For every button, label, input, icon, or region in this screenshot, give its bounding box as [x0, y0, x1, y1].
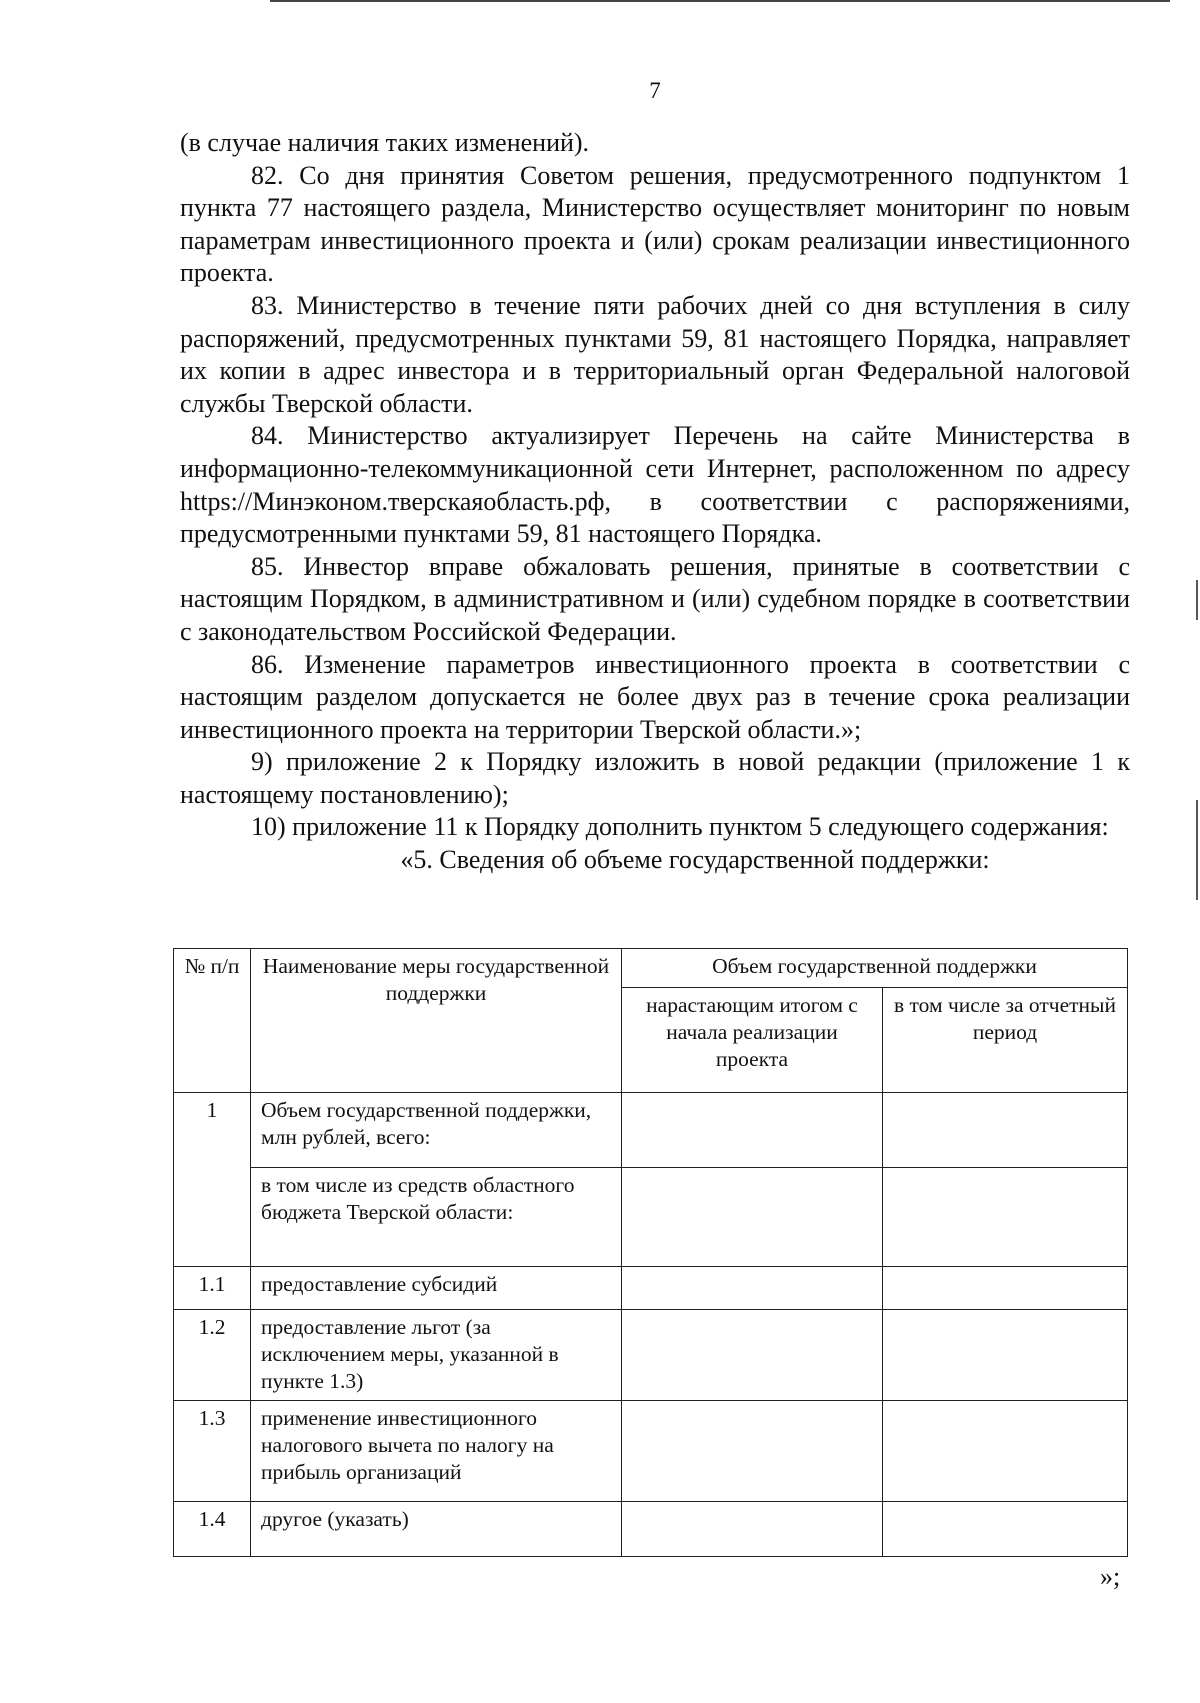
row-number: 1.1 — [174, 1267, 251, 1310]
header-cumulative: нарастающим итогом с начала реализации проекта — [622, 988, 883, 1093]
row-measure-name: другое (указать) — [251, 1502, 622, 1557]
row-measure-name: предоставление субсидий — [251, 1267, 622, 1310]
header-number: № п/п — [174, 949, 251, 1093]
table-row — [174, 1168, 1128, 1267]
row-measure-name: предоставление льгот (за исключением меры, указанной в пункте 1.3) — [251, 1310, 622, 1401]
row-period-value — [883, 1502, 1128, 1557]
row-measure-name: применение инвестиционного налогового вычета по налогу на прибыль организаций — [251, 1401, 622, 1502]
paragraph-item-85: 85. Инвестор вправе обжаловать решения, принятые в соответствии с настоящим Порядком, в административном и (или) судебном порядке в соответствии с законодательством Российской Федерации. — [180, 551, 1130, 646]
support-volume-table — [173, 948, 1128, 1557]
page-number: 7 — [649, 78, 661, 103]
row-number: 1.4 — [174, 1502, 251, 1557]
row-period-value — [883, 1267, 1128, 1310]
row-number: 1.2 — [174, 1310, 251, 1401]
paragraph-item-82: 82. Со дня принятия Советом решения, предусмотренного подпунктом 1 пункта 77 настоящего раздела, Министерство осуществляет мониторинг по новым параметрам инвестиционного проекта и (или) срокам реализации инвестиционного проекта. — [180, 160, 1130, 288]
table-row — [174, 1267, 1128, 1310]
header-reporting-period: в том числе за отчетный период — [883, 988, 1128, 1093]
header-support-volume: Объем государственной поддержки — [622, 949, 1128, 988]
table-row — [174, 1093, 1128, 1168]
closing-quote-mark: »; — [1100, 1562, 1121, 1591]
row-cumulative-value — [622, 1168, 883, 1267]
row-cumulative-value — [622, 1401, 883, 1502]
table-row — [174, 1310, 1128, 1401]
paragraph-item-86: 86. Изменение параметров инвестиционного проекта в соответствии с настоящим разделом допускается не более двух раз в течение срока реализации инвестиционного проекта на территории Тверской области.»; — [180, 649, 1130, 744]
row-cumulative-value — [622, 1502, 883, 1557]
row-period-value — [883, 1093, 1128, 1168]
paragraph-item-10: 10) приложение 11 к Порядку дополнить пунктом 5 следующего содержания: — [251, 812, 1109, 842]
header-measure-name: Наименование меры государственной поддержки — [251, 949, 622, 1093]
row-cumulative-value — [622, 1267, 883, 1310]
table-header-row — [174, 949, 1128, 988]
paragraph-item-83: 83. Министерство в течение пяти рабочих дней со дня вступления в силу распоряжений, предусмотренных пунктами 59, 81 настоящего Порядка, направляет их копии в адрес инвестора и в территориальный орган Федеральной налоговой службы Тверской области. — [180, 290, 1130, 418]
scan-edge-mark — [1196, 800, 1198, 900]
scan-top-border — [270, 0, 1170, 2]
row-number: 1.3 — [174, 1401, 251, 1502]
row-measure-name: в том числе из средств областного бюджета Тверской области: — [251, 1168, 622, 1267]
document-body — [180, 127, 1130, 877]
table-row — [174, 1401, 1128, 1502]
row-measure-name: Объем государственной поддержки, млн рублей, всего: — [251, 1093, 622, 1168]
scan-edge-mark — [1196, 580, 1198, 620]
paragraph-item-84: 84. Министерство актуализирует Перечень на сайте Министерства в информационно-телекоммуникационной сети Интернет, расположенном по адресу https://Минэконом.тверскаяобласть.рф, в соответствии с распоряжениями, предусмотренными пунктами 59, 81 настоящего Порядка. — [180, 421, 1130, 549]
paragraph-item-9: 9) приложение 2 к Порядку изложить в новой редакции (приложение 1 к настоящему постановлению); — [180, 747, 1130, 809]
row-number: 1 — [174, 1093, 251, 1267]
row-period-value — [883, 1310, 1128, 1401]
table-caption: «5. Сведения об объеме государственной поддержки: — [400, 845, 990, 875]
row-period-value — [883, 1401, 1128, 1502]
paragraph: (в случае наличия таких изменений). — [180, 128, 590, 157]
row-cumulative-value — [622, 1310, 883, 1401]
row-cumulative-value — [622, 1093, 883, 1168]
row-period-value — [883, 1168, 1128, 1267]
table-row — [174, 1502, 1128, 1557]
